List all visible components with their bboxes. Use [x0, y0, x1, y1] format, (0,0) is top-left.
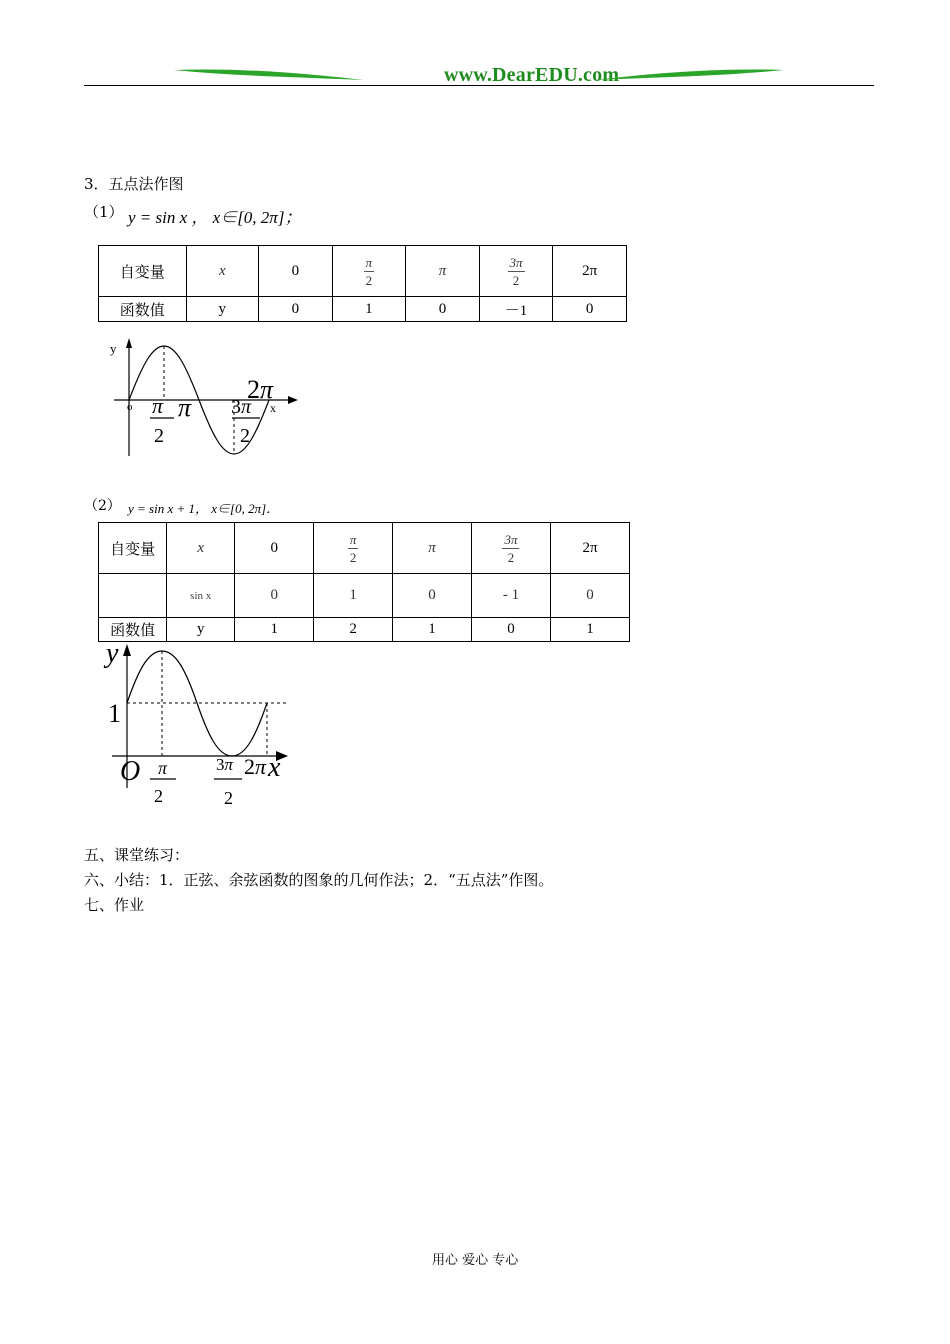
y-value: 2	[314, 618, 393, 642]
table-sin	[98, 245, 627, 322]
x-symbol: x	[167, 523, 235, 574]
x-value: 0	[235, 523, 314, 574]
part1-formula: y = sin x ， x∈[0, 2π]；	[128, 208, 302, 227]
y-axis-label: y	[106, 638, 119, 669]
row-label-empty	[99, 574, 167, 618]
outline-item-6: 六、小结：1．正弦、余弦函数的图象的几何作法；2．“五点法”作图。	[84, 871, 554, 889]
tick-label-den: 2	[240, 425, 250, 447]
header-rule	[84, 85, 874, 86]
outline-item-5: 五、课堂练习：	[84, 846, 190, 864]
table-sin-plus-one	[98, 522, 630, 642]
y-value: 0	[471, 618, 550, 642]
tick-label-3pi: 3π	[231, 396, 252, 418]
tick-label-2pi: 2π	[247, 375, 274, 404]
y-value: 0	[259, 297, 333, 322]
part2-label: （2）	[84, 498, 121, 514]
x-value: $\frac{3\pi}{2}$	[471, 523, 550, 574]
sin-value: - 1	[471, 574, 550, 618]
y-axis-label: y	[110, 341, 117, 356]
table-row	[99, 246, 627, 297]
sin-value: 0	[550, 574, 629, 618]
x-value: $\frac{3\pi}{2}$	[479, 246, 553, 297]
sin-value: 0	[393, 574, 472, 618]
one-label: 1	[108, 699, 121, 728]
sin-plus-one-graph	[100, 638, 300, 810]
x-axis-label: x	[270, 401, 276, 415]
brand-logo-text: www.DearEDU.com	[444, 64, 620, 86]
y-value: －1	[479, 297, 553, 322]
section-title: 3．五点法作图	[84, 175, 184, 193]
row-label: 函数值	[99, 297, 187, 322]
y-value: 0	[553, 297, 627, 322]
sin-value: 1	[314, 574, 393, 618]
part1-label: （1）	[84, 203, 124, 221]
tick-label-num: π	[152, 393, 164, 418]
part2-formula: y = sin x + 1， x∈[0, 2π]．	[128, 501, 280, 516]
y-symbol: y	[186, 297, 259, 322]
y-value: 1	[235, 618, 314, 642]
x-value: 2π	[553, 246, 627, 297]
origin-label: o	[127, 401, 133, 413]
table-row	[99, 297, 627, 322]
y-value: 1	[393, 618, 472, 642]
sin-value: 0	[235, 574, 314, 618]
page-header	[84, 60, 874, 90]
x-value: 0	[259, 246, 333, 297]
tick-label-3pi: 3π	[216, 755, 234, 774]
tick-label-num: π	[158, 758, 168, 778]
row-label: 自变量	[99, 523, 167, 574]
right-swoosh-decoration	[594, 66, 784, 84]
y-symbol: y	[167, 618, 235, 642]
tick-label-den: 2	[224, 788, 233, 808]
tick-label-den: 2	[154, 425, 164, 447]
page-footer: 用心 爱心 专心	[432, 1253, 519, 1268]
x-value: 2π	[550, 523, 629, 574]
outline-item-7: 七、作业	[84, 896, 145, 914]
tick-label-pi: π	[178, 393, 192, 422]
table-row	[99, 574, 630, 618]
x-value: π	[406, 246, 480, 297]
y-value: 1	[332, 297, 406, 322]
sin-symbol: sin x	[167, 574, 235, 618]
tick-label-2pi: 2π	[244, 754, 267, 779]
x-value: $\frac{\pi}{2}$	[314, 523, 393, 574]
row-label: 自变量	[99, 246, 187, 297]
row-label: 函数值	[99, 618, 167, 642]
tick-label-den: 2	[154, 786, 163, 806]
table-row	[99, 523, 630, 574]
y-value: 0	[406, 297, 480, 322]
x-axis-label: x	[268, 752, 281, 783]
origin-label: O	[120, 756, 141, 787]
sin-graph	[100, 336, 310, 461]
left-swoosh-decoration	[174, 66, 364, 84]
x-symbol: x	[186, 246, 259, 297]
x-value: $\frac{\pi}{2}$	[332, 246, 406, 297]
y-value: 1	[550, 618, 629, 642]
x-value: π	[393, 523, 472, 574]
